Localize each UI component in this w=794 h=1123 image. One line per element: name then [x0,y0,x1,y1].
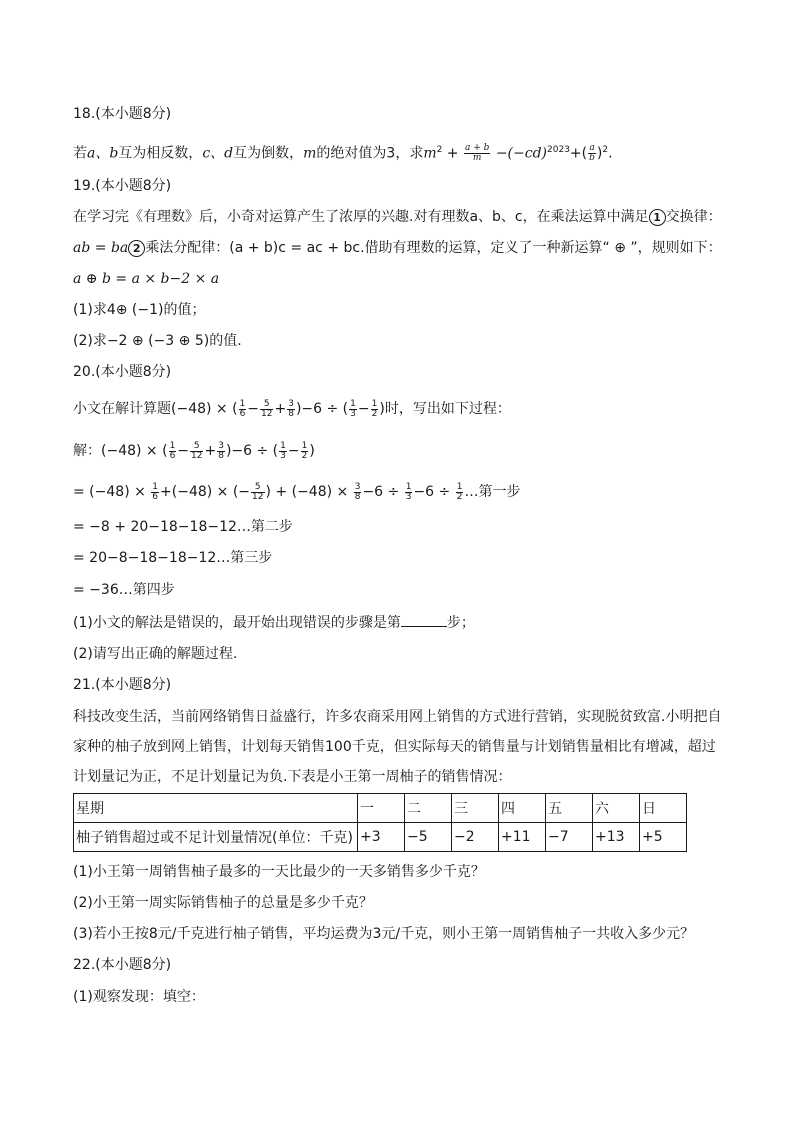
table-header-label: 星期 [74,794,358,823]
q19-line1: 在学习完《有理数》后，小奇对运算产生了浓厚的兴趣.对有理数a、b、c，在乘法运算中满足 1 交换律： [73,209,722,225]
q21-part2: (2)小王第一周实际销售柚子的总量是多少千克？ [73,895,373,911]
q21-line3: 计划量记为正，不足计划量记为负.下表是小王第一周柚子的销售情况： [73,769,512,785]
q18-var-cd: c、d [202,145,234,162]
q18-fraction: $\frac{a + b}{m}$ [464,143,490,164]
table-day: 三 [452,794,499,823]
table-value: +5 [640,823,687,852]
q21-part1: (1)小王第一周销售柚子最多的一天比最少的一天多销售多少千克？ [73,864,485,880]
q18-var-ab: a、b [87,145,119,162]
table-day: 四 [499,794,546,823]
answer-blank [401,612,447,627]
table-value: +11 [499,823,546,852]
q18-text-c: 互为倒数， [233,145,304,162]
q20-intro: 小文在解计算题(−48) × ( $\frac{1}{6}$ − $\frac{5}{12}$ + $\frac{3}{8}$ )−6 ÷ ( $\frac{1}{3}$ − $\frac{1}{2}$ )时，写出如下过程： [73,398,511,419]
q21-line1: 科技改变生活，当前网络销售日益盛行，许多农商采用网上销售的方式进行营销，实现脱贫致富.小明把自 [73,709,722,725]
q19-part1: (1)求4⊕ (−1)的值； [73,302,206,318]
table-row [74,794,687,823]
q18-text-d: 的绝对值为3，求 [316,145,424,162]
q20-step3: = 20−8−18−18−12…第三步 [73,550,273,566]
q21-heading: 21.(本小题8分) [73,677,172,693]
table-day: 五 [546,794,593,823]
table-day: 六 [593,794,640,823]
q19-rule: a ⊕ b = a × b−2 × a [73,271,220,287]
q20-step4: = −36…第四步 [73,582,175,598]
table-day: 二 [405,794,452,823]
table-row-label: 柚子销售超过或不足计划量情况(单位：千克) [74,823,358,852]
q20-part1: (1)小文的解法是错误的，最开始出现错误的步骤是第 步； [73,612,475,632]
q18-text-b: 互为相反数， [118,145,203,162]
q22-heading: 22.(本小题8分) [73,957,172,973]
q18-var-m: m [303,145,317,162]
q20-part2: (2)请写出正确的解题过程. [73,646,238,662]
q18-exponent: 2023 [547,145,570,155]
q20-step1: = (−48) × $\frac{1}{6}$ +(−48) × (− $\frac{5}{12}$ ) + (−48) × $\frac{3}{8}$ −6 ÷ $\frac{1}{3}$ −6 ÷ $\frac{1}{2}$ …第一步 [73,481,521,502]
q20-heading: 20.(本小题8分) [73,364,172,380]
circle-number-1: 1 [649,209,666,226]
q21-part3: (3)若小王按8元/千克进行柚子销售，平均运费为3元/千克，则小王第一周销售柚子一共收入多少元？ [73,926,695,942]
q19-line2: ab = ba 2 乘法分配律：(a + b)c = ac + bc.借助有理数的运算，定义了一种新运算“ ⊕ ”，规则如下： [73,240,722,256]
table-value: −2 [452,823,499,852]
q18-heading: 18.(本小题8分) [73,106,172,122]
table-value: +13 [593,823,640,852]
table-value: −7 [546,823,593,852]
q22-part1: (1)观察发现：填空： [73,989,205,1005]
table-day: 日 [640,794,687,823]
q21-line2: 家种的柚子放到网上销售，计划每天销售100千克，但实际每天的销售量与计划销售量相比有增减，超过 [73,739,716,755]
table-value: −5 [405,823,452,852]
q19-part2: (2)求−2 ⊕ (−3 ⊕ 5)的值. [73,333,242,349]
q18-statement: 若a、b互为相反数，c、d互为倒数，m的绝对值为3，求$m^2$ + $\frac{a + b}{m}$ $-(-cd)^{2023}+$( $\frac{a}{b}$ )$^2$. [73,143,613,164]
circle-number-2: 2 [128,240,145,257]
q18-expr-mid: −(−cd) [495,145,548,162]
table-row [74,823,687,852]
table-day: 一 [358,794,405,823]
q18-fraction-2: $\frac{a}{b}$ [589,143,595,164]
q20-step2: = −8 + 20−18−18−12…第二步 [73,519,293,535]
q18-expr-m: m [423,145,437,162]
q19-heading: 19.(本小题8分) [73,178,172,194]
sales-table [73,793,687,852]
q18-text-a: 若 [73,145,87,162]
table-value: +3 [358,823,405,852]
q20-solve: 解：(−48) × ( $\frac{1}{6}$ − $\frac{5}{12}$ + $\frac{3}{8}$ )−6 ÷ ( $\frac{1}{3}$ − $\frac{1}{2}$ ) [73,440,315,461]
